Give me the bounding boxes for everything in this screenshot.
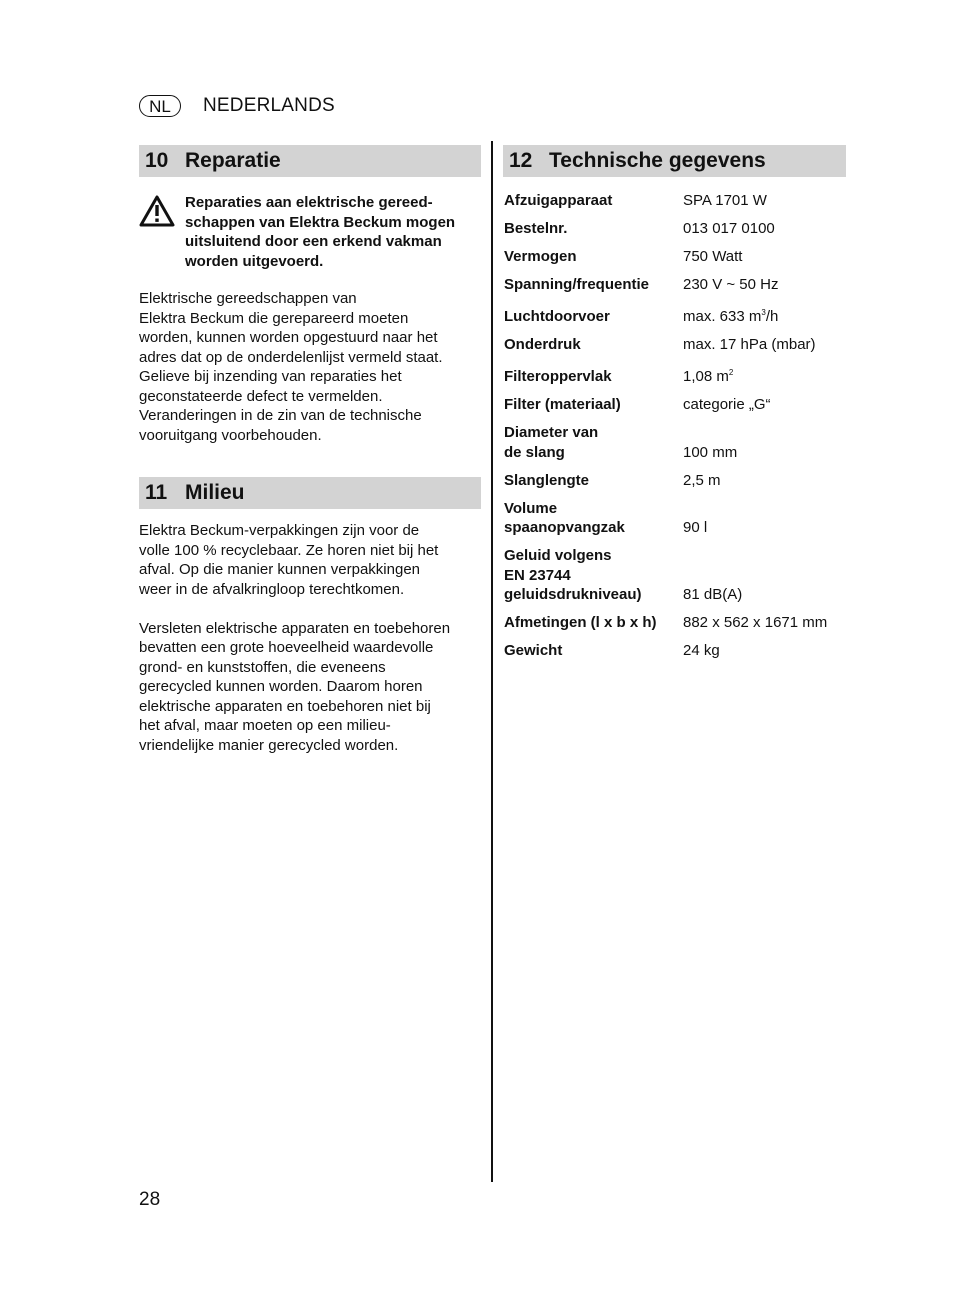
spec-value <box>683 191 846 219</box>
milieu-section <box>139 477 481 755</box>
text-line: afval. Op die manier kunnen verpakkingen <box>139 561 421 578</box>
spec-label-line: Bestelnr. <box>504 220 568 237</box>
spec-label-line: Filter (materiaal) <box>504 396 621 413</box>
spec-label-line: Slanglengte <box>504 471 590 489</box>
spec-label-line: Volume <box>504 499 558 517</box>
text-line: worden uitgevoerd. <box>185 252 324 270</box>
warning-text <box>185 193 455 271</box>
spec-value-text: 230 V ~ 50 Hz <box>683 276 779 293</box>
text-line: Veranderingen in de zin van de technische <box>139 407 422 424</box>
spec-label <box>503 395 683 423</box>
spec-row <box>503 363 846 395</box>
spec-value-text: 013 017 0100 <box>683 220 775 237</box>
text-line: vriendelijke manier gerecycled worden. <box>139 736 399 754</box>
spec-row <box>503 641 846 669</box>
warning-triangle-icon <box>139 193 185 271</box>
page-number: 28 <box>139 1189 161 1210</box>
spec-row <box>503 471 846 499</box>
spec-label-line: Vermogen <box>504 248 577 265</box>
left-column <box>139 145 481 755</box>
section-heading-milieu <box>139 477 481 509</box>
spec-label-line: Spanning/frequentie <box>504 276 650 293</box>
spec-value-text: 750 Watt <box>683 248 743 265</box>
section-title: Milieu <box>185 481 245 504</box>
spec-label <box>503 641 683 669</box>
spec-row <box>503 191 846 219</box>
spec-row <box>503 423 846 471</box>
section-heading-technisch <box>503 145 846 177</box>
text-line: elektrische apparaten en toebehoren niet bij <box>139 697 431 715</box>
text-line: bevatten een grote hoeveelheid waardevolle <box>139 639 434 656</box>
spec-row <box>503 275 846 303</box>
text-line: worden, kunnen worden opgestuurd naar het <box>139 329 438 346</box>
text-line: gerecycled kunnen worden. Daarom horen <box>139 678 423 695</box>
text-line: weer in de afvalkringloop terechtkomen. <box>139 580 405 598</box>
spec-row <box>503 499 846 547</box>
spec-value-text: 24 kg <box>683 642 720 659</box>
spec-row <box>503 303 846 335</box>
warning-notice <box>139 193 481 271</box>
spec-label <box>503 191 683 219</box>
spec-value-superscript: 3 <box>761 308 766 317</box>
spec-value <box>683 546 846 613</box>
milieu-paragraph-recycling <box>139 619 481 756</box>
section-number: 12 <box>509 149 533 172</box>
spec-value <box>683 219 846 247</box>
spec-label-line: Gewicht <box>504 642 563 659</box>
spec-label-line: Onderdruk <box>504 336 581 353</box>
spec-value-text: 81 dB(A) <box>683 586 743 603</box>
spec-label-line: Afzuigapparaat <box>504 192 613 209</box>
spec-label-line: Afmetingen (l x b x h) <box>504 614 657 631</box>
spec-value-text: categorie „G“ <box>683 396 771 413</box>
text-line: uitsluitend door een erkend vakman <box>185 233 442 250</box>
section-title: Technische gegevens <box>549 149 766 172</box>
reparatie-paragraph <box>139 289 481 445</box>
text-line: Elektra Beckum-verpakkingen zijn voor de <box>139 522 420 539</box>
spec-label-line: Filteroppervlak <box>504 368 612 385</box>
spec-value-text: SPA 1701 W <box>683 192 767 209</box>
spec-label-line: EN 23744 <box>504 566 571 584</box>
text-line: vooruitgang voorbehouden. <box>139 426 322 444</box>
text-line: Reparaties aan elektrische gereed- <box>185 194 433 211</box>
spec-label-line: Diameter van <box>504 424 599 441</box>
spec-value <box>683 499 846 547</box>
spec-value-text: 90 l <box>683 519 708 536</box>
text-line: geconstateerde defect te vermelden. <box>139 387 383 405</box>
spec-value-superscript: 2 <box>728 368 734 377</box>
spec-value <box>683 247 846 275</box>
text-line: grond- en kunststoffen, die eveneens <box>139 658 386 676</box>
spec-value-text: 2,5 m <box>683 471 721 489</box>
spec-label-line: Geluid volgens <box>504 547 612 564</box>
spec-label-line: geluidsdrukniveau) <box>504 586 642 603</box>
spec-value-suffix: /h <box>765 308 779 325</box>
spec-value <box>683 423 846 471</box>
spec-value-text: 882 x 562 x 1671 mm <box>683 614 828 631</box>
spec-value <box>683 303 846 335</box>
spec-label <box>503 423 683 471</box>
text-line: volle 100 % recyclebaar. Ze horen niet bij het <box>139 541 439 559</box>
technical-data-table <box>503 191 846 669</box>
text-line: Elektra Beckum die gerepareerd moeten <box>139 309 409 327</box>
text-line: het afval, maar moeten op een milieu- <box>139 717 391 734</box>
spec-label <box>503 275 683 303</box>
spec-label <box>503 335 683 363</box>
spec-label <box>503 471 683 499</box>
section-number: 10 <box>145 149 169 172</box>
spec-label <box>503 499 683 547</box>
spec-label <box>503 363 683 395</box>
text-line: adres dat op de onderdelenlijst vermeld staat. <box>139 348 443 366</box>
spec-value <box>683 641 846 669</box>
spec-label <box>503 613 683 641</box>
spec-label <box>503 219 683 247</box>
language-code-badge: NL <box>139 95 181 117</box>
text-line: schappen van Elektra Beckum mogen <box>185 213 456 231</box>
spec-label-line: spaanopvangzak <box>504 519 625 536</box>
section-number: 11 <box>145 481 168 504</box>
spec-row <box>503 546 846 613</box>
spec-value-text: max. 633 m <box>683 308 762 325</box>
spec-row <box>503 613 846 641</box>
spec-value-text: max. 17 hPa (mbar) <box>683 336 816 353</box>
spec-label <box>503 303 683 335</box>
section-title: Reparatie <box>185 149 281 172</box>
spec-value <box>683 363 846 395</box>
spec-value <box>683 613 846 641</box>
column-divider <box>491 141 493 1182</box>
spec-value <box>683 275 846 303</box>
language-name: NEDERLANDS <box>203 95 335 116</box>
spec-row <box>503 335 846 363</box>
spec-value-text: 1,08 m <box>683 368 729 385</box>
spec-value-text: 100 mm <box>683 443 738 461</box>
spec-row <box>503 395 846 423</box>
text-line: Elektrische gereedschappen van <box>139 290 357 307</box>
right-column <box>503 145 846 669</box>
section-heading-reparatie <box>139 145 481 177</box>
milieu-paragraph-packaging <box>139 521 481 599</box>
spec-label <box>503 247 683 275</box>
spec-value <box>683 471 846 499</box>
text-line: Versleten elektrische apparaten en toebehoren <box>139 619 451 637</box>
spec-row <box>503 219 846 247</box>
spec-value <box>683 335 846 363</box>
text-line: Gelieve bij inzending van reparaties het <box>139 368 402 385</box>
spec-label-line: Luchtdoorvoer <box>504 308 610 325</box>
language-header <box>139 94 335 118</box>
spec-row <box>503 247 846 275</box>
spec-value <box>683 395 846 423</box>
spec-label <box>503 546 683 613</box>
spec-label-line: de slang <box>504 443 565 461</box>
